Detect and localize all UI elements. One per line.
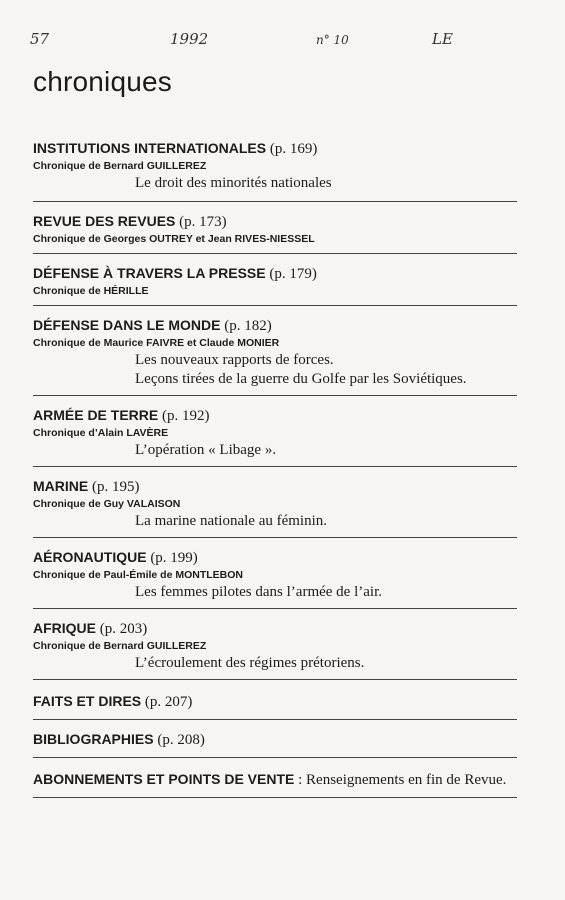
page-reference: (p. 173) (179, 214, 227, 230)
divider-rule (33, 395, 517, 396)
chronicle-author: Chronique de Maurice FAIVRE et Claude MONIER (33, 337, 280, 349)
section-rubric: BIBLIOGRAPHIES (33, 731, 154, 747)
divider-rule (33, 466, 517, 467)
chronicle-author: Chronique d’Alain LAVÈRE (33, 427, 169, 439)
divider-rule (33, 719, 517, 720)
chronicle-author: Chronique de Paul-Émile de MONTLEBON (33, 569, 244, 581)
page-reference: (p. 208) (157, 732, 205, 748)
section-rubric: INSTITUTIONS INTERNATIONALES (33, 140, 267, 156)
page-reference: (p. 207) (144, 694, 193, 710)
chronicle-author: Chronique de Bernard GUILLEREZ (33, 640, 207, 652)
divider-rule (33, 253, 517, 254)
toc-heading (33, 316, 517, 336)
toc-entry (33, 212, 517, 254)
toc-entry (33, 139, 517, 202)
page-reference: (p. 195) (91, 479, 140, 495)
section-rubric: DÉFENSE DANS LE MONDE (33, 317, 221, 333)
article-title: Les femmes pilotes dans l’armée de l’air. (135, 584, 382, 600)
toc-heading (33, 730, 517, 750)
toc-heading (33, 548, 517, 568)
toc-entry (33, 692, 517, 720)
page-title: chroniques (33, 66, 172, 97)
handwritten-annotation (30, 30, 525, 56)
page-reference: (p. 199) (150, 550, 198, 566)
page-reference: (p. 179) (269, 266, 317, 282)
divider-rule (33, 797, 517, 798)
article-title: L’écroulement des régimes prétoriens. (135, 655, 365, 671)
toc-entry (33, 264, 517, 306)
page-reference: (p. 169) (269, 141, 318, 157)
divider-rule (33, 537, 517, 538)
toc-heading (33, 264, 517, 284)
toc-heading (33, 406, 517, 426)
section-rubric: DÉFENSE À TRAVERS LA PRESSE (33, 265, 266, 281)
page-reference: (p. 192) (161, 408, 210, 424)
handwritten-number: 57 (30, 30, 50, 48)
handwritten-issue: n° 10 (316, 33, 349, 47)
page-reference: (p. 203) (99, 621, 148, 637)
divider-rule (33, 201, 517, 202)
toc-heading (33, 139, 517, 159)
article-title: La marine nationale au féminin. (135, 513, 328, 529)
chronicle-author: Chronique de Guy VALAISON (33, 498, 181, 510)
toc-heading (33, 212, 517, 232)
chronicle-author: Chronique de Bernard GUILLEREZ (33, 160, 207, 172)
toc-heading (33, 619, 517, 639)
article-title: Le droit des minorités nationales (135, 175, 332, 191)
toc-entry (33, 548, 517, 609)
section-rubric: ABONNEMENTS ET POINTS DE VENTE (33, 771, 295, 787)
divider-rule (33, 305, 517, 306)
section-rubric: AÉRONAUTIQUE (33, 549, 147, 565)
toc-heading (33, 692, 517, 712)
toc-entry (33, 619, 517, 680)
toc-heading (33, 770, 517, 790)
section-note: Renseignements en fin de Revue. (306, 772, 507, 788)
handwritten-year: 1992 (170, 30, 209, 48)
article-title: Les nouveaux rapports de forces. (135, 352, 334, 368)
article-title: L’opération « Libage ». (135, 442, 277, 458)
article-title: Leçons tirées de la guerre du Golfe par les Soviétiques. (135, 371, 467, 387)
toc-entry (33, 770, 517, 798)
divider-rule (33, 679, 517, 680)
toc-entry (33, 730, 517, 758)
divider-rule (33, 757, 517, 758)
section-rubric: MARINE (33, 478, 89, 494)
page-reference: (p. 182) (224, 318, 272, 334)
handwritten-initials: LE (432, 30, 453, 48)
section-rubric: FAITS ET DIRES (33, 693, 142, 709)
toc-entry (33, 316, 517, 396)
chronicle-author: Chronique de HÉRILLE (33, 285, 149, 297)
chronicle-author: Chronique de Georges OUTREY et Jean RIVES-NIESSEL (33, 233, 315, 245)
divider-rule (33, 608, 517, 609)
section-rubric: ARMÉE DE TERRE (33, 407, 159, 423)
section-rubric: AFRIQUE (33, 620, 96, 636)
toc-heading (33, 477, 517, 497)
toc-entry (33, 477, 517, 538)
table-of-contents (33, 139, 517, 798)
toc-entry (33, 406, 517, 467)
section-rubric: REVUE DES REVUES (33, 213, 176, 229)
page-reference: : (298, 772, 303, 788)
